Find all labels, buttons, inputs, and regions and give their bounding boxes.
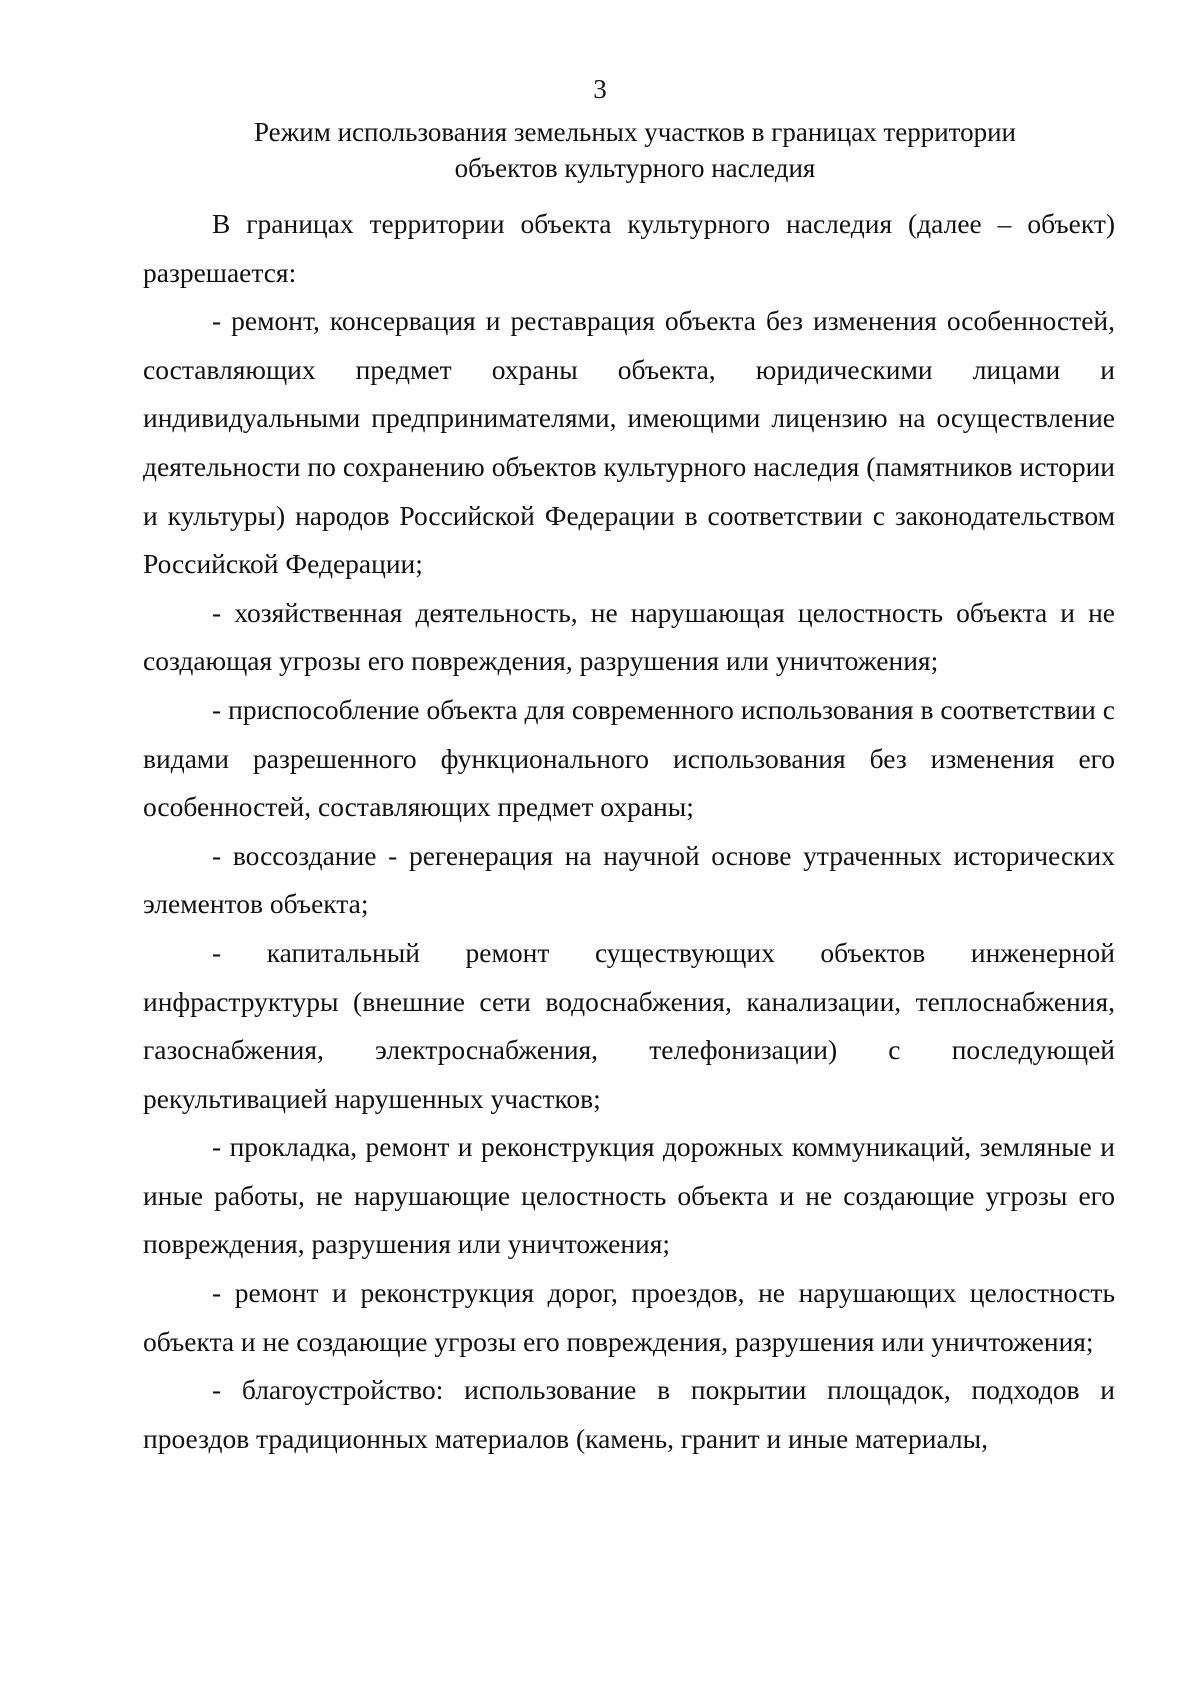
list-item-recreation: - воссоздание - регенерация на научной основе утраченных исторических элементов объекта; xyxy=(143,839,1115,920)
intro-paragraph: В границах территории объекта культурного наследия (далее – объект) разрешается: xyxy=(143,208,1115,288)
list-item-adaptation: - приспособление объекта для современного использования в соответствии с видами разрешенного функционального использования без изменения его особенностей, составляющих предмет охраны; xyxy=(143,693,1115,823)
page-number: 3 xyxy=(593,74,607,104)
document-heading xyxy=(180,114,1090,186)
list-item-economic-activity: - хозяйственная деятельность, не нарушающая целостность объекта и не создающая угрозы его повреждения, разрушения или уничтожения; xyxy=(143,596,1115,677)
list-item-landscaping: - благоустройство: использование в покрытии площадок, подходов и проездов традиционных материалов (камень, гранит и иные материалы, xyxy=(143,1374,1115,1454)
list-item-infrastructure-repair: - капитальный ремонт существующих объектов инженерной инфраструктуры (внешние сети водоснабжения, канализации, теплоснабжения, газоснабжения, электроснабжения, телефонизации) с последующей рекультивацией нарушенных участков; xyxy=(143,936,1115,1114)
list-item-road-communications: - прокладка, ремонт и реконструкция дорожных коммуникаций, земляные и иные работы, не нарушающие целостность объекта и не создающие угрозы его повреждения, разрушения или уничтожения; xyxy=(143,1131,1115,1260)
heading-line-2: объектов культурного наследия xyxy=(454,153,816,183)
document-body xyxy=(143,200,1115,1463)
list-item-road-reconstruction: - ремонт и реконструкция дорог, проездов, не нарушающих целостность объекта и не создающие угрозы его повреждения, разрушения или уничтожения; xyxy=(143,1277,1115,1357)
list-item-repair: - ремонт, консервация и реставрация объекта без изменения особенностей, составляющих предмет охраны объекта, юридическими лицами и индивидуальными предпринимателями, имеющими лицензию на осуществление деятельности по сохранению объектов культурного наследия (памятников истории и культуры) народов Российской Федерации в соответствии с законодательством Российской Федерации; xyxy=(143,305,1115,580)
heading-line-1: Режим использования земельных участков в границах территории xyxy=(254,117,1016,147)
